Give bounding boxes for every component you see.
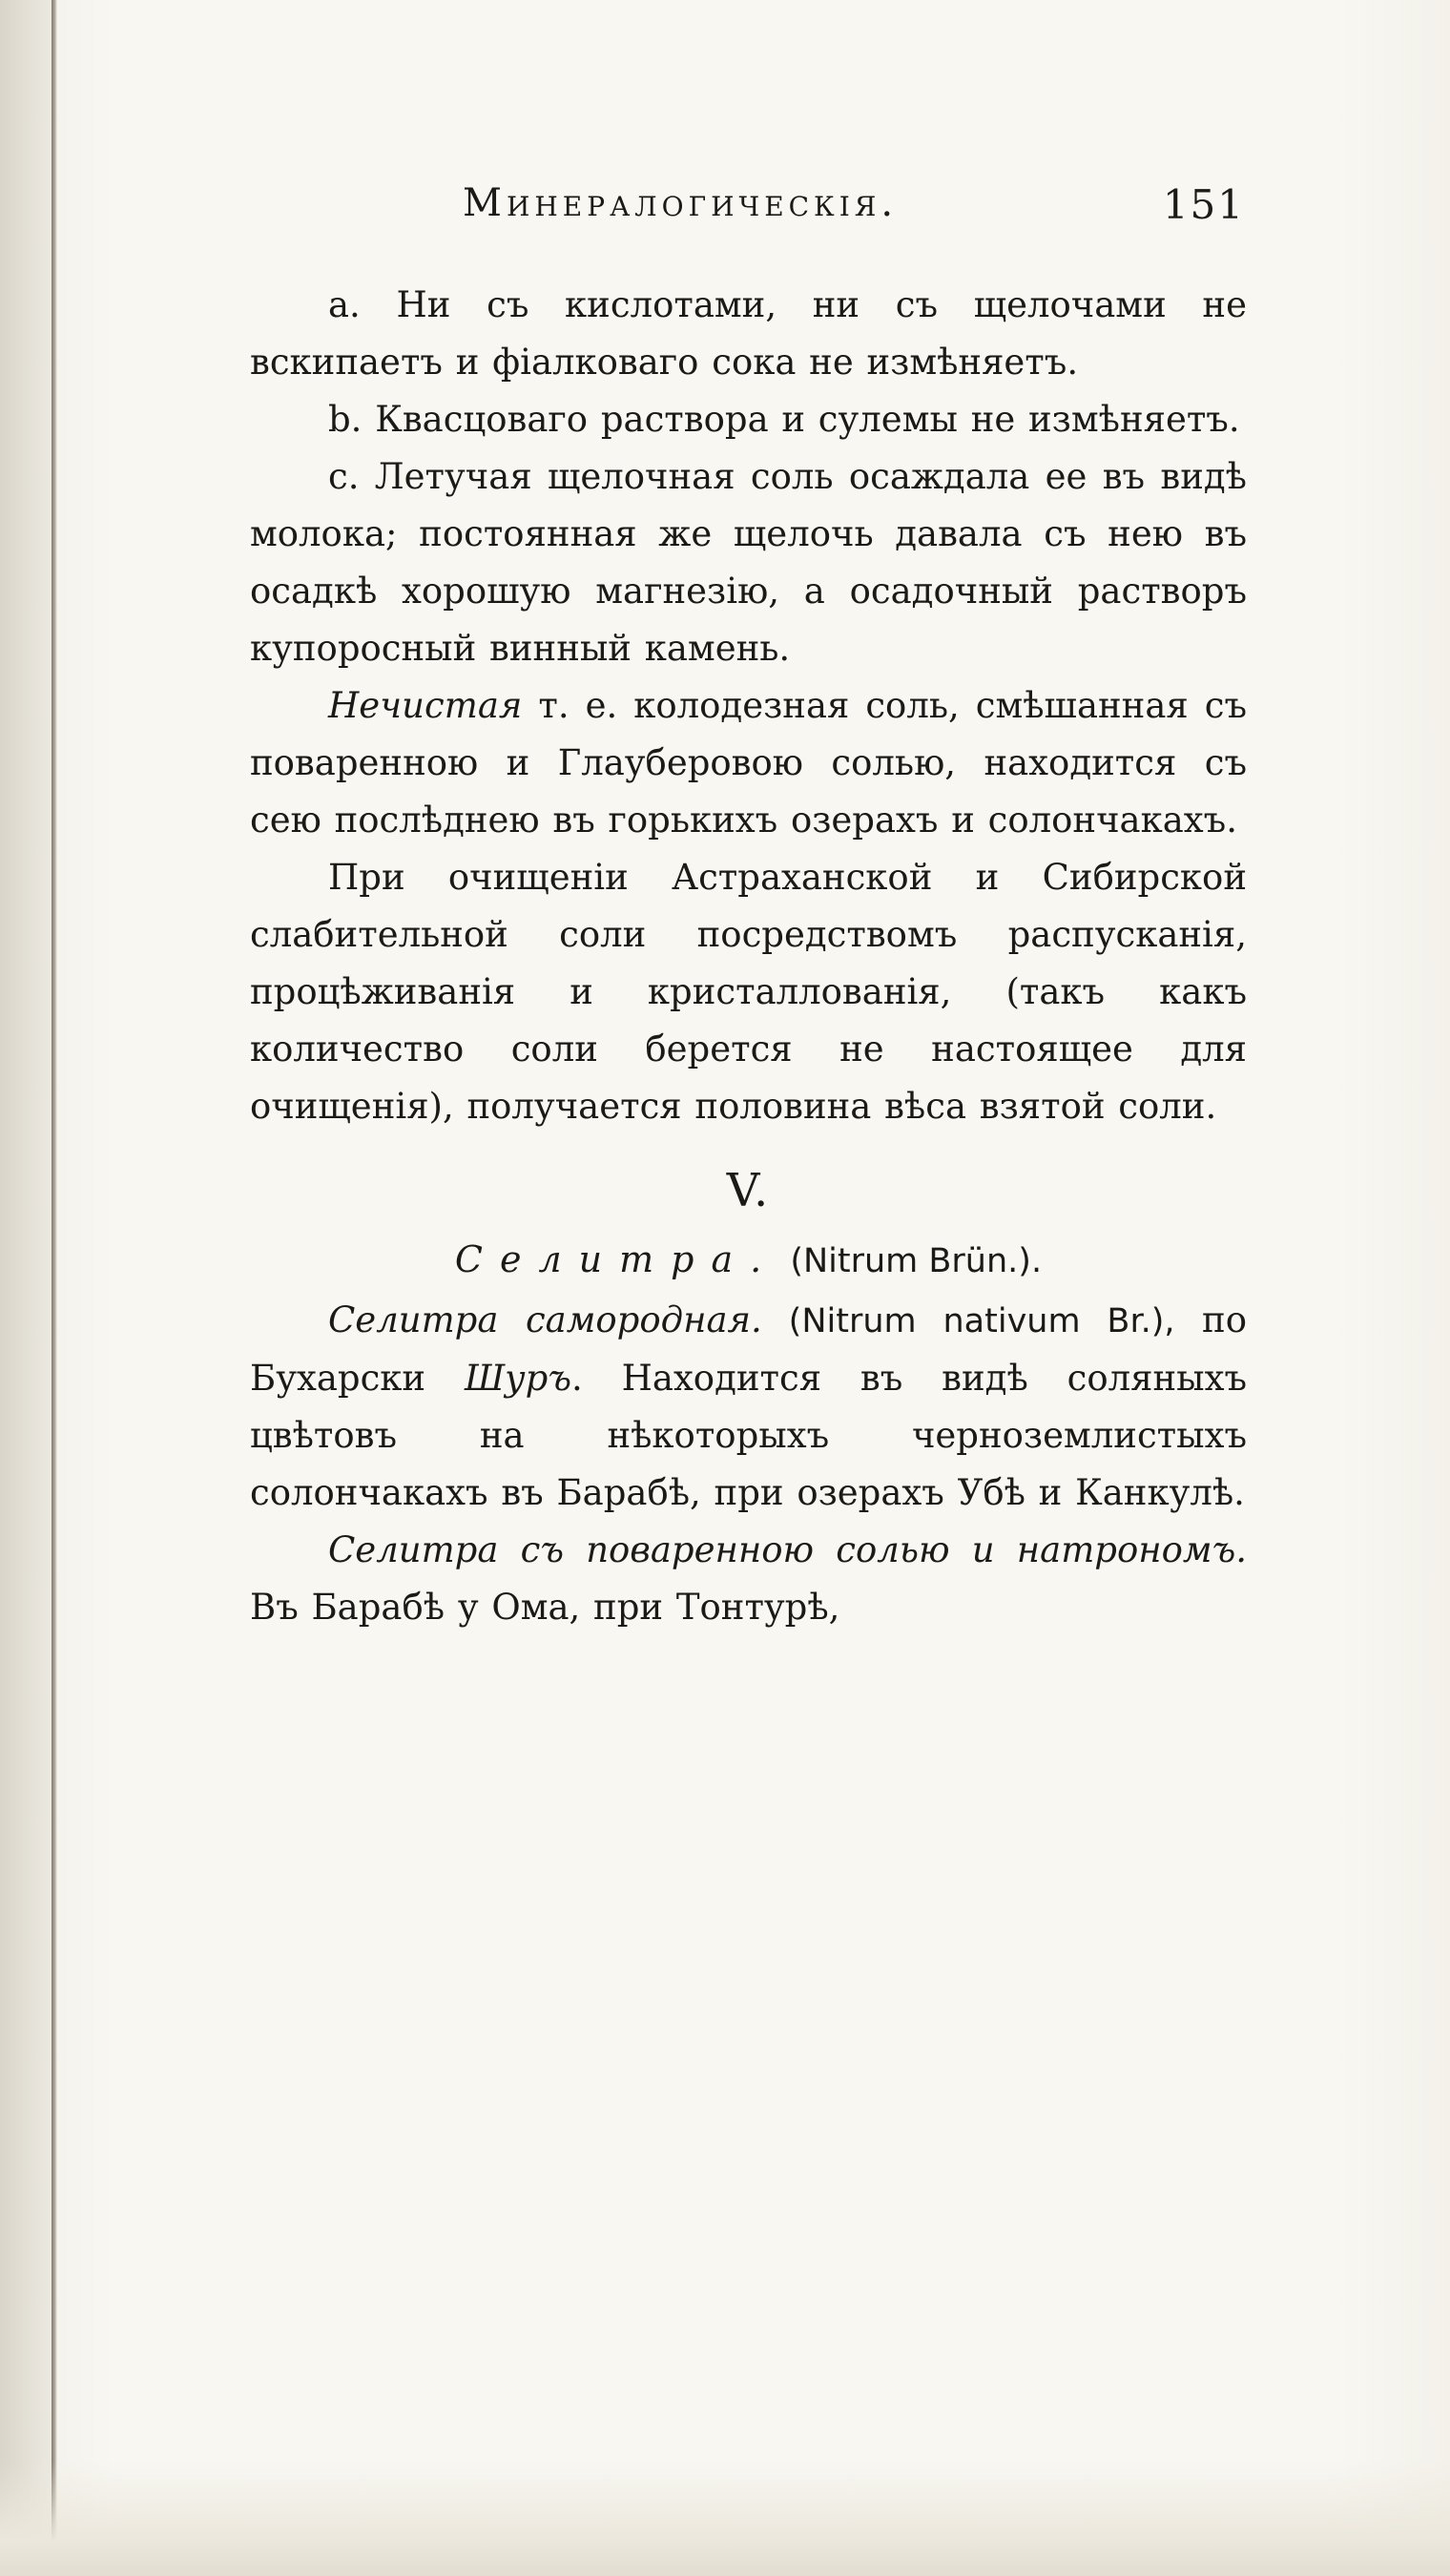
paragraph-impure-salt (250, 677, 1247, 849)
paragraph-native-saltpeter-latin: (Nitrum nativum Br.), (761, 1302, 1175, 1340)
paragraph-purification (250, 849, 1247, 1135)
paragraph-purification-text: При очищеніи Астраханской и Сибирской слабительной соли посредствомъ распусканія, процѣживанія и кристаллованія, (такъ какъ количество соли берется не настоящее для очищенія), получается половина вѣса взятой соли. (250, 857, 1247, 1127)
paragraph-a-text: a. Ни съ кислотами, ни съ щелочами не вскипаетъ и фіалковаго сока не измѣняетъ. (250, 284, 1247, 383)
page-body (250, 277, 1247, 1636)
page-number: 151 (1162, 181, 1245, 228)
page-gutter-line (52, 0, 57, 2576)
page-gutter-shadow (0, 0, 52, 2576)
paragraph-saltpeter-with-salt-text: Въ Барабѣ у Ома, при Тонтурѣ, (250, 1587, 840, 1628)
paragraph-saltpeter-with-salt (250, 1522, 1247, 1636)
section-numeral: V. (726, 1164, 771, 1217)
paragraph-impure-salt-text: т. е. колодезная соль, смѣшанная съ поваренною и Глауберовою солью, находится съ сею послѣднею въ горькихъ озерахъ и солончакахъ. (250, 685, 1247, 841)
paragraph-c-text: c. Летучая щелочная соль осаждала ее въ видѣ молока; постоянная же щелочь давала съ нею въ осадкѣ хорошую магнезію, а осадочный растворъ купоросный винный камень. (250, 456, 1247, 669)
paragraph-saltpeter-with-salt-lead: Селитра съ поваренною солью и натрономъ. (328, 1529, 1247, 1570)
section-title-russian: Селитра. (454, 1238, 779, 1280)
paragraph-b (250, 391, 1247, 448)
running-title: Минералогическія. (463, 181, 899, 225)
paragraph-c (250, 448, 1247, 677)
page-header (463, 181, 1245, 239)
paragraph-native-saltpeter-text: . Находится въ видѣ соляныхъ цвѣтовъ на нѣкоторыхъ черноземлистыхъ солончакахъ въ Барабѣ, при озерахъ Убѣ и Канкулѣ. (250, 1358, 1247, 1513)
paragraph-native-saltpeter-mid: по Бухарски (250, 1299, 1247, 1399)
paragraph-a (250, 277, 1247, 391)
paragraph-native-saltpeter (250, 1292, 1247, 1522)
section-title-latin: (Nitrum Brün.). (790, 1242, 1043, 1280)
section-title (250, 1229, 1247, 1292)
paragraph-impure-salt-lead: Нечистая (328, 685, 523, 726)
page-bottom-edge (0, 2462, 1450, 2576)
paragraph-native-saltpeter-bukharan-name: Шуръ (464, 1358, 571, 1399)
paragraph-native-saltpeter-lead: Селитра самородная. (328, 1299, 762, 1340)
paragraph-b-text: b. Квасцоваго раствора и сулемы не измѣняетъ. (328, 399, 1240, 440)
